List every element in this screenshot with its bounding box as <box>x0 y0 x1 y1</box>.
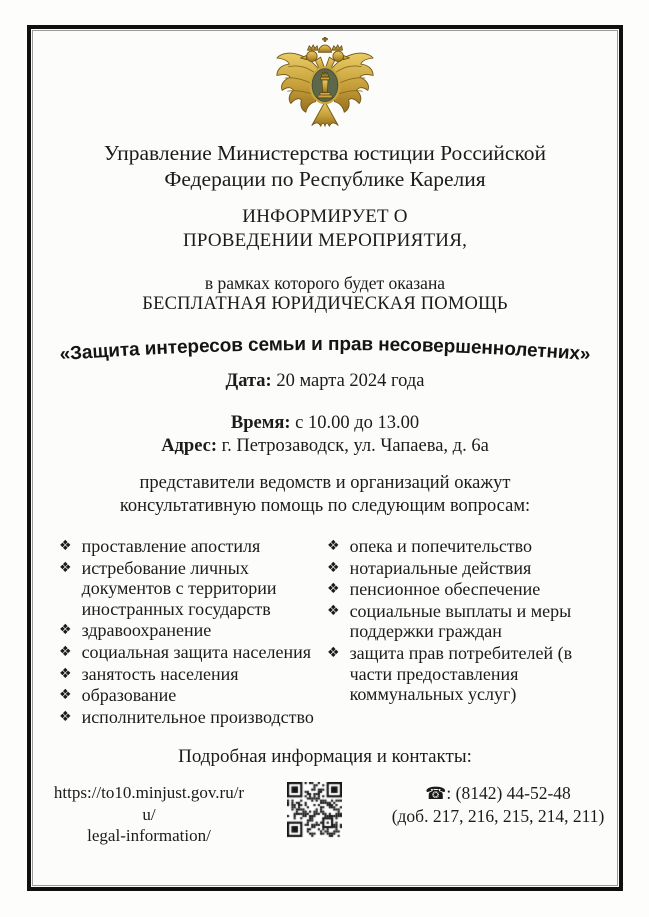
intro-line: в рамках которого будет оказана <box>204 273 446 293</box>
diamond-bullet-icon: ❖ <box>59 559 72 576</box>
list-item <box>327 643 595 705</box>
topic-text: проставление апостиля <box>81 536 261 556</box>
list-item <box>59 707 327 728</box>
event-topic-title: «Защита интересов семьи и прав несовершеннолетних» <box>58 333 592 366</box>
poster-frame <box>27 25 623 891</box>
free-legal-help-line: БЕСПЛАТНАЯ ЮРИДИЧЕСКАЯ ПОМОЩЬ <box>142 294 508 314</box>
phone-line <box>388 782 608 805</box>
topic-text: нотариальные действия <box>349 557 532 578</box>
event-time-address <box>33 412 617 457</box>
date-value: 20 марта 2024 года <box>276 371 425 391</box>
topic-text: образование <box>81 685 177 706</box>
event-address <box>33 435 617 458</box>
org-name-line1: Управление Министерства юстиции Российской <box>103 141 547 165</box>
address-label: Адрес: <box>161 435 218 456</box>
org-name-line2: Федерации по Республике Карелия <box>164 167 486 191</box>
topic-text: истребование личных документов с территории иностранных государств <box>81 557 277 619</box>
date-label: Дата: <box>225 371 272 391</box>
address-value: г. Петрозаводск, ул. Чапаева, д. 6а <box>221 435 489 456</box>
topics-lists <box>59 536 595 728</box>
website-link[interactable] <box>51 782 247 847</box>
diamond-bullet-icon: ❖ <box>59 643 72 660</box>
org-name <box>33 140 617 192</box>
time-value: с 10.00 до 13.00 <box>295 413 420 433</box>
list-item <box>327 579 595 600</box>
list-item <box>59 664 327 685</box>
diamond-bullet-icon: ❖ <box>59 665 72 682</box>
phone-number: : (8142) 44-52-48 <box>446 783 571 804</box>
list-item <box>327 601 595 642</box>
event-topic-arc <box>33 322 617 368</box>
event-description <box>33 472 617 518</box>
diamond-bullet-icon: ❖ <box>327 559 340 576</box>
poster-content <box>33 31 617 885</box>
time-label: Время: <box>230 413 291 433</box>
contacts-heading: Подробная информация и контакты: <box>178 746 472 768</box>
website-link-line2[interactable]: legal-information/ <box>87 826 211 846</box>
phone-extensions: (доб. 217, 216, 215, 214, 211) <box>391 806 605 827</box>
list-item <box>59 536 327 557</box>
diamond-bullet-icon: ❖ <box>59 538 72 554</box>
phone-contact <box>388 782 608 827</box>
diamond-bullet-icon: ❖ <box>327 581 340 598</box>
description-line1: представители ведомств и организаций окажут <box>139 473 511 493</box>
event-time <box>33 412 617 435</box>
topic-text: социальная защита населения <box>81 641 312 662</box>
list-item <box>59 642 327 663</box>
list-item <box>327 536 595 557</box>
list-item <box>59 558 327 620</box>
topic-text: исполнительное производство <box>81 706 314 727</box>
svg-text:«Защита интересов семьи и прав <box>59 334 591 365</box>
diamond-bullet-icon: ❖ <box>59 708 72 725</box>
list-item <box>59 685 327 706</box>
website-link-line1[interactable]: https://to10.minjust.gov.ru/ru/ <box>53 783 245 824</box>
topic-text: занятость населения <box>81 663 239 684</box>
topic-text: опека и попечительство <box>349 536 533 556</box>
diamond-bullet-icon: ❖ <box>59 687 72 704</box>
announcement-line1: ИНФОРМИРУЕТ О <box>242 206 408 227</box>
topics-left-column <box>59 536 327 728</box>
diamond-bullet-icon: ❖ <box>327 602 340 619</box>
event-intro <box>33 273 617 315</box>
topics-right-column <box>327 536 595 728</box>
contacts-row <box>33 782 617 847</box>
topic-text: пенсионное обеспечение <box>349 579 541 600</box>
announcement <box>33 205 617 252</box>
topic-text: защита прав потребителей (в части предоставления коммунальных услуг) <box>349 642 573 705</box>
diamond-bullet-icon: ❖ <box>327 644 340 661</box>
phone-icon: ☎ <box>425 784 447 805</box>
announcement-line2: ПРОВЕДЕНИИ МЕРОПРИЯТИЯ, <box>182 229 468 251</box>
event-date <box>33 370 617 392</box>
qr-code <box>287 782 342 838</box>
minjust-emblem-icon <box>272 37 378 135</box>
list-item <box>59 620 327 641</box>
diamond-bullet-icon: ❖ <box>59 622 72 639</box>
topic-text: социальные выплаты и меры поддержки граждан <box>349 600 572 642</box>
diamond-bullet-icon: ❖ <box>327 538 340 554</box>
topic-text: здравоохранение <box>81 620 212 641</box>
list-item <box>327 558 595 579</box>
description-line2: консультативную помощь по следующим вопросам: <box>119 496 531 516</box>
